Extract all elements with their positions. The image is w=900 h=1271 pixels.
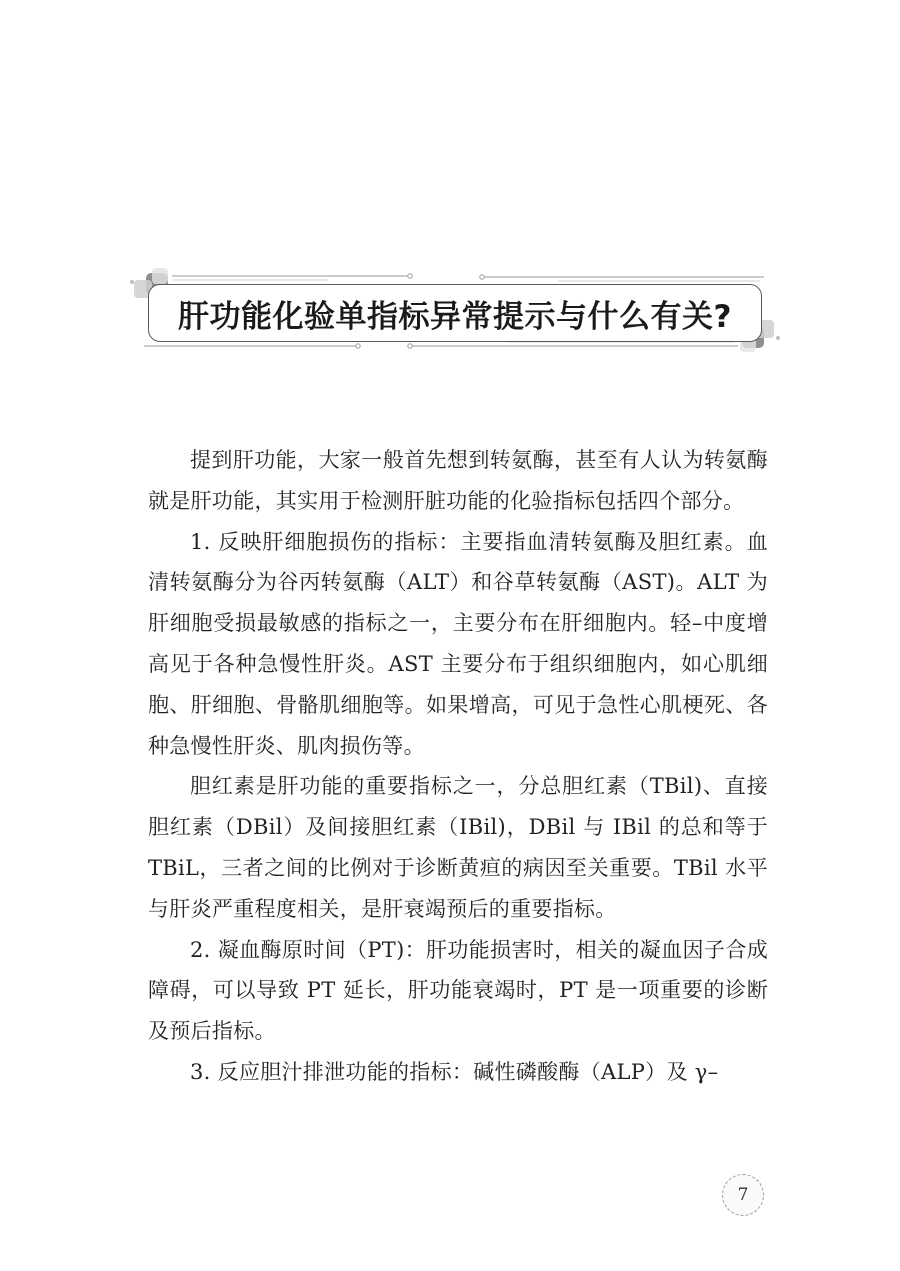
paragraph: 3. 反应胆汁排泄功能的指标：碱性磷酸酶（ALP）及 γ–	[190, 1059, 719, 1084]
paragraph: 提到肝功能，大家一般首先想到转氨酶，甚至有人认为转氨酶就是肝功能，其实用于检测肝脏功能的化验指标包括四个部分。	[148, 448, 768, 513]
paragraph: 2. 凝血酶原时间（PT)：肝功能损害时，相关的凝血因子合成障碍，可以导致 PT 延长，肝功能衰竭时，PT 是一项重要的诊断及预后指标。	[148, 937, 768, 1044]
paragraph: 1. 反映肝细胞损伤的指标：主要指血清转氨酶及胆红素。血清转氨酶分为谷丙转氨酶（ALT）和谷草转氨酶（AST)。ALT 为肝细胞受损最敏感的指标之一，主要分布在肝细胞内。轻–中度增高见于各种急慢性肝炎。AST 主要分布于组织细胞内，如心肌细胞、肝细胞、骨骼肌细胞等。如果增高，可见于急性心肌梗死、各种急慢性肝炎、肌肉损伤等。	[148, 529, 768, 758]
page-title: 肝功能化验单指标异常提示与什么有关?	[178, 298, 732, 335]
title-banner	[128, 268, 782, 354]
paragraph: 胆红素是肝功能的重要指标之一，分总胆红素（TBil)、直接胆红素（DBil）及间接胆红素（IBil)，DBil 与 IBil 的总和等于 TBiL，三者之间的比例对于诊断黄疸的病因至关重要。TBil 水平与肝炎严重程度相关，是肝衰竭预后的重要指标。	[148, 774, 768, 921]
title-frame	[148, 284, 762, 342]
page-number: 7	[722, 1174, 764, 1216]
article-body	[148, 440, 768, 1093]
